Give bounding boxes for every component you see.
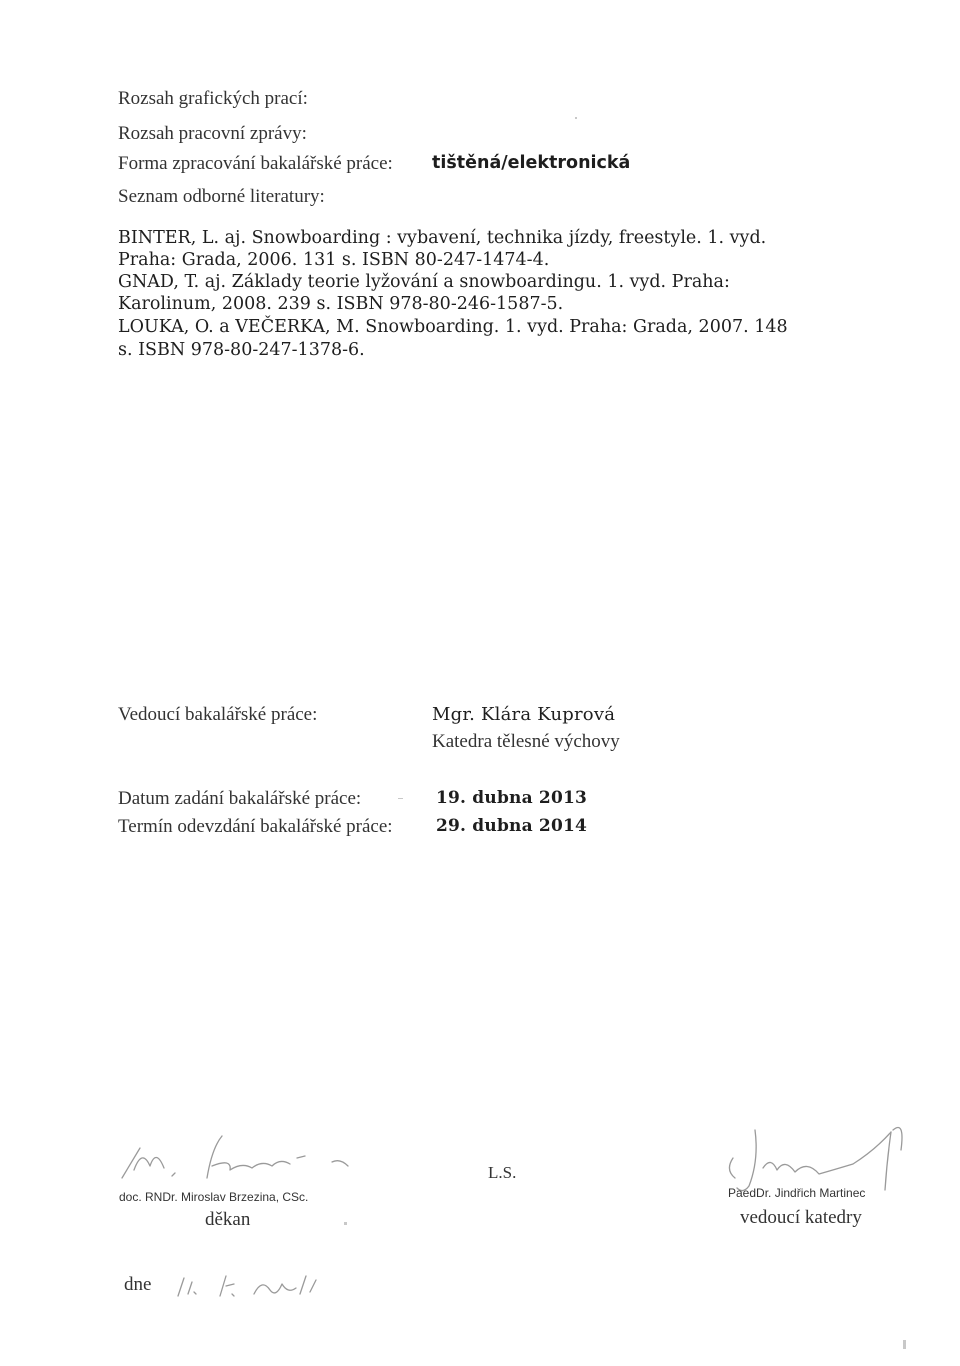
assigned-date-value: 19. dubna 2013 xyxy=(436,788,588,808)
literature-line: s. ISBN 978-80-247-1378-6. xyxy=(118,340,365,360)
thesis-form-value: tištěná/elektronická xyxy=(432,153,631,173)
literature-line: BINTER, L. aj. Snowboarding : vybavení, technika jízdy, freestyle. 1. vyd. xyxy=(118,228,767,248)
scan-speck xyxy=(575,117,577,119)
report-scope-label: Rozsah pracovní zprávy: xyxy=(118,123,307,144)
assigned-date-label: Datum zadání bakalářské práce: xyxy=(118,788,362,809)
date-handwriting xyxy=(170,1268,340,1304)
graphics-scope-label: Rozsah grafických prací: xyxy=(118,88,308,109)
literature-line: Praha: Grada, 2006. 131 s. ISBN 80-247-1474-4. xyxy=(118,250,550,270)
dean-signature xyxy=(112,1118,372,1198)
scan-speck xyxy=(903,1340,906,1349)
dean-name: doc. RNDr. Miroslav Brzezina, CSc. xyxy=(119,1190,309,1204)
supervisor-department: Katedra tělesné výchovy xyxy=(432,731,620,752)
date-label: dne xyxy=(124,1274,152,1295)
due-date-label: Termín odevzdání bakalářské práce: xyxy=(118,816,393,837)
thesis-form-label: Forma zpracování bakalářské práce: xyxy=(118,153,393,174)
literature-line: Karolinum, 2008. 239 s. ISBN 978-80-246-1587-5. xyxy=(118,294,564,314)
due-date-value: 29. dubna 2014 xyxy=(436,816,588,836)
scan-speck xyxy=(398,798,403,799)
seal-placeholder: L.S. xyxy=(488,1163,517,1182)
head-name: PaedDr. Jindřich Martinec xyxy=(728,1186,866,1200)
scan-speck xyxy=(344,1222,347,1225)
literature-line: LOUKA, O. a VEČERKA, M. Snowboarding. 1. vyd. Praha: Grada, 2007. 148 xyxy=(118,317,788,337)
literature-label: Seznam odborné literatury: xyxy=(118,186,325,207)
head-title: vedoucí katedry xyxy=(740,1207,862,1228)
dean-title: děkan xyxy=(205,1209,251,1230)
supervisor-name: Mgr. Klára Kuprová xyxy=(432,704,616,725)
literature-line: GNAD, T. aj. Základy teorie lyžování a snowboardingu. 1. vyd. Praha: xyxy=(118,272,730,292)
supervisor-label: Vedoucí bakalářské práce: xyxy=(118,704,318,725)
